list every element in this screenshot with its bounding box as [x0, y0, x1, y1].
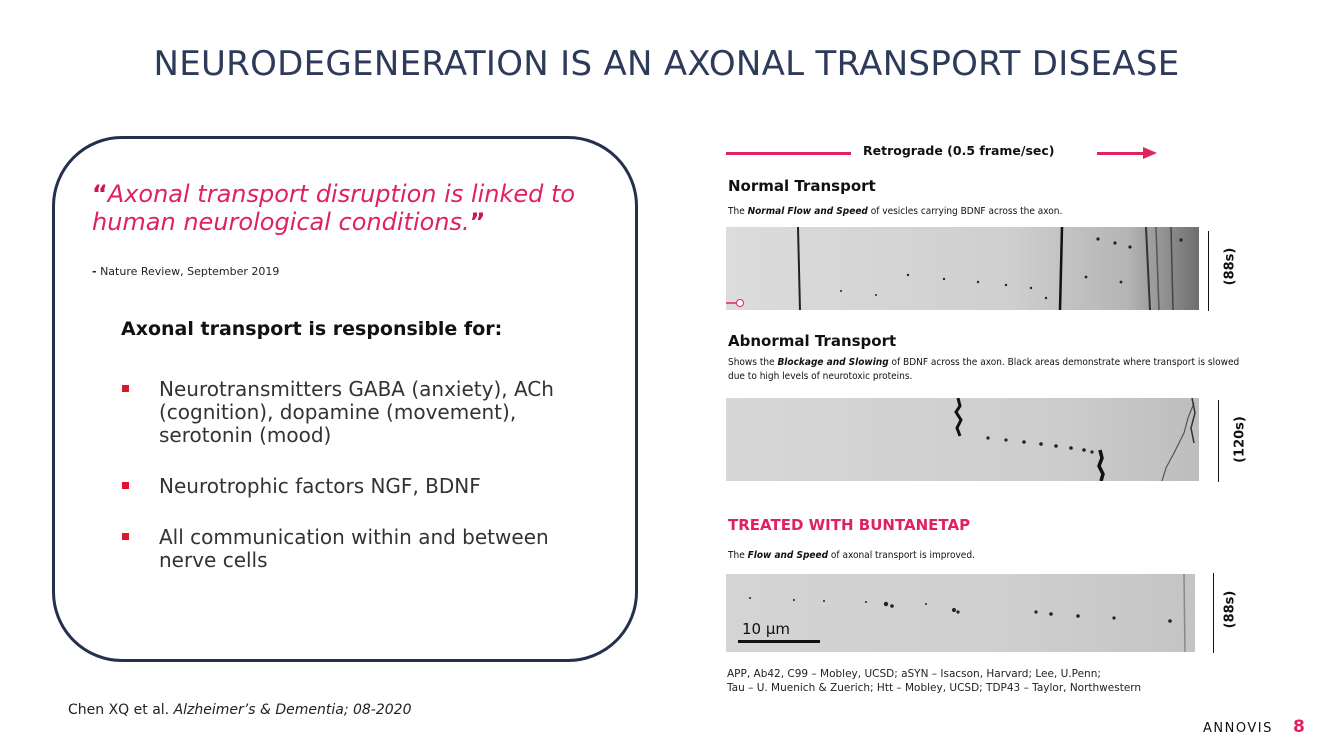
citation-journal: Alzheimer’s & Dementia; 08-2020 [173, 702, 412, 718]
treated-duration: (88s) [1222, 590, 1238, 629]
source-text: Nature Review, September 2019 [100, 265, 280, 278]
source-dash: - [92, 265, 97, 278]
abnormal-kymograph-image [726, 398, 1199, 481]
treated-kymograph-image [726, 574, 1195, 652]
abnormal-duration: (120s) [1232, 416, 1248, 463]
bullet-square-icon [122, 533, 129, 540]
normal-desc [728, 205, 1288, 219]
list-item-text: All communication within and between nerve cells [159, 525, 549, 572]
page-number: 8 [1293, 717, 1305, 737]
arrow-right-icon [1143, 147, 1157, 159]
reference-line: APP, Ab42, C99 – Mobley, UCSD; aSYN – Isacson, Harvard; Lee, U.Penn; [727, 668, 1101, 680]
abnormal-title: Abnormal Transport [728, 332, 897, 350]
bullet-square-icon [122, 385, 129, 392]
list-item [122, 526, 572, 572]
brand-logo: ANNOVIS [1203, 721, 1273, 736]
treated-desc-emphasis: Flow and Speed [747, 550, 829, 561]
reference-line: Tau – U. Muenich & Zuerich; Htt – Mobley, UCSD; TDP43 – Taylor, Northwestern [727, 682, 1142, 694]
references [727, 667, 1287, 695]
open-quote-mark: “ [92, 180, 108, 208]
retrograde-line-left [726, 152, 851, 155]
list-item [122, 378, 572, 447]
treated-title: TREATED WITH BUNTANETAP [728, 516, 971, 534]
normal-title: Normal Transport [728, 177, 876, 195]
slide-title: NEURODEGENERATION IS AN AXONAL TRANSPORT DISEASE [153, 44, 1180, 84]
responsible-list [122, 378, 572, 600]
scale-bar-label: 10 μm [742, 620, 791, 638]
treated-duration-bar [1213, 573, 1214, 653]
close-quote-mark: ” [469, 208, 486, 236]
retrograde-label: Retrograde (0.5 frame/sec) [863, 143, 1055, 158]
retrograde-line-right [1097, 152, 1145, 155]
abnormal-desc-emphasis: Blockage and Slowing [777, 357, 889, 368]
normal-desc-emphasis: Normal Flow and Speed [747, 206, 868, 217]
abnormal-desc-suffix: of BDNF across the axon. Black areas demonstrate where transport is slowed due to high levels of neurotoxic proteins. [728, 357, 1240, 382]
citation-authors: Chen XQ et al. [68, 702, 170, 718]
normal-kymograph-image [726, 227, 1199, 310]
abnormal-duration-bar [1218, 400, 1219, 482]
abnormal-desc [728, 356, 1248, 384]
treated-desc-suffix: of axonal transport is improved. [830, 550, 975, 561]
citation [68, 702, 411, 718]
treated-desc-prefix: The [728, 550, 745, 561]
normal-desc-prefix: The [728, 206, 745, 217]
quote-text: Axonal transport disruption is linked to human neurological conditions. [92, 180, 576, 236]
list-item [122, 475, 572, 498]
normal-duration-bar [1208, 231, 1209, 311]
bullet-square-icon [122, 482, 129, 489]
responsible-heading: Axonal transport is responsible for: [121, 318, 503, 340]
normal-duration: (88s) [1222, 247, 1238, 286]
abnormal-desc-prefix: Shows the [728, 357, 775, 368]
quote [92, 180, 632, 236]
normal-desc-suffix: of vesicles carrying BDNF across the axon. [870, 206, 1063, 217]
treated-desc [728, 549, 1248, 563]
quote-source [92, 265, 279, 278]
list-item-text: Neurotrophic factors NGF, BDNF [159, 474, 481, 498]
list-item-text: Neurotransmitters GABA (anxiety), ACh (cognition), dopamine (movement), serotonin (mood) [159, 377, 554, 447]
